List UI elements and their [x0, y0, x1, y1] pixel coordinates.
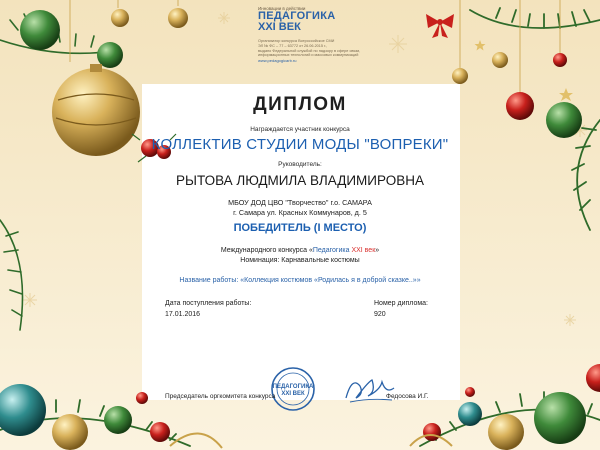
registration-line-4: информационных технологий и массовых коммуникаций: [258, 53, 359, 58]
collective-name: КОЛЛЕКТИВ СТУДИИ МОДЫ "ВОПРЕКИ": [151, 136, 449, 153]
svg-text:XXI ВЕК: XXI ВЕК: [281, 391, 305, 397]
leader-name: РЫТОВА ЛЮДМИЛА ВЛАДИМИРОВНА: [176, 173, 424, 188]
contest-suffix: »: [375, 247, 380, 254]
contest-prefix: Международного конкурса «: [220, 247, 313, 254]
registration-line-2: ЭЛ № ФС – 77 – 63772 от 26.06.2015 г.,: [258, 43, 328, 48]
organizer-header: [258, 6, 458, 64]
diploma-number-label: Номер диплома:: [374, 300, 428, 307]
header-tagline: Инновации в действии: [258, 6, 306, 11]
diploma-title: ДИПЛОМ: [253, 94, 347, 115]
registration-line-1: Организатор конкурса Всероссийское СМИ: [258, 39, 335, 43]
nomination: Номинация: Карнавальные костюмы: [240, 257, 360, 264]
organization-line-2: г. Самара ул. Красных Коммунаров, д. 5: [233, 208, 367, 217]
work-title: Название работы: «Коллекция костюмов «Родилась я в доброй сказке..»»: [179, 277, 421, 284]
leader-label: Руководитель:: [278, 161, 322, 168]
brand-name: ПЕДАГОГИКА: [258, 10, 336, 22]
svg-text:ПЕДАГОГИКА: ПЕДАГОГИКА: [272, 384, 314, 390]
brand-subtitle: XXI ВЕК: [258, 21, 301, 33]
contest-line: [140, 247, 460, 254]
chair-signature: [342, 372, 398, 406]
date-value: 17.01.2016: [165, 311, 201, 318]
date-label: Дата поступления работы:: [165, 300, 252, 307]
organization-line-1: МБОУ ДОД ЦВО "Творчество" г.о. САМАРА: [228, 198, 372, 207]
organization-stamp: [270, 366, 316, 412]
registration-line-3: выдано Федеральной службой по надзору в сфере связи,: [258, 48, 361, 53]
website-link[interactable]: www.pedagogicarb.ru: [258, 58, 297, 64]
contest-name-century: XXI век: [351, 247, 376, 254]
chair-name: Федосова И.Г.: [386, 393, 429, 400]
awarded-label: Награждается участник конкурса: [250, 126, 350, 133]
result-title: ПОБЕДИТЕЛЬ (I МЕСТО): [233, 222, 367, 234]
chair-label: Председатель оргкомитета конкурса: [165, 393, 276, 400]
diploma-number-value: 920: [374, 311, 386, 318]
contest-name: Педагогика: [312, 247, 352, 254]
